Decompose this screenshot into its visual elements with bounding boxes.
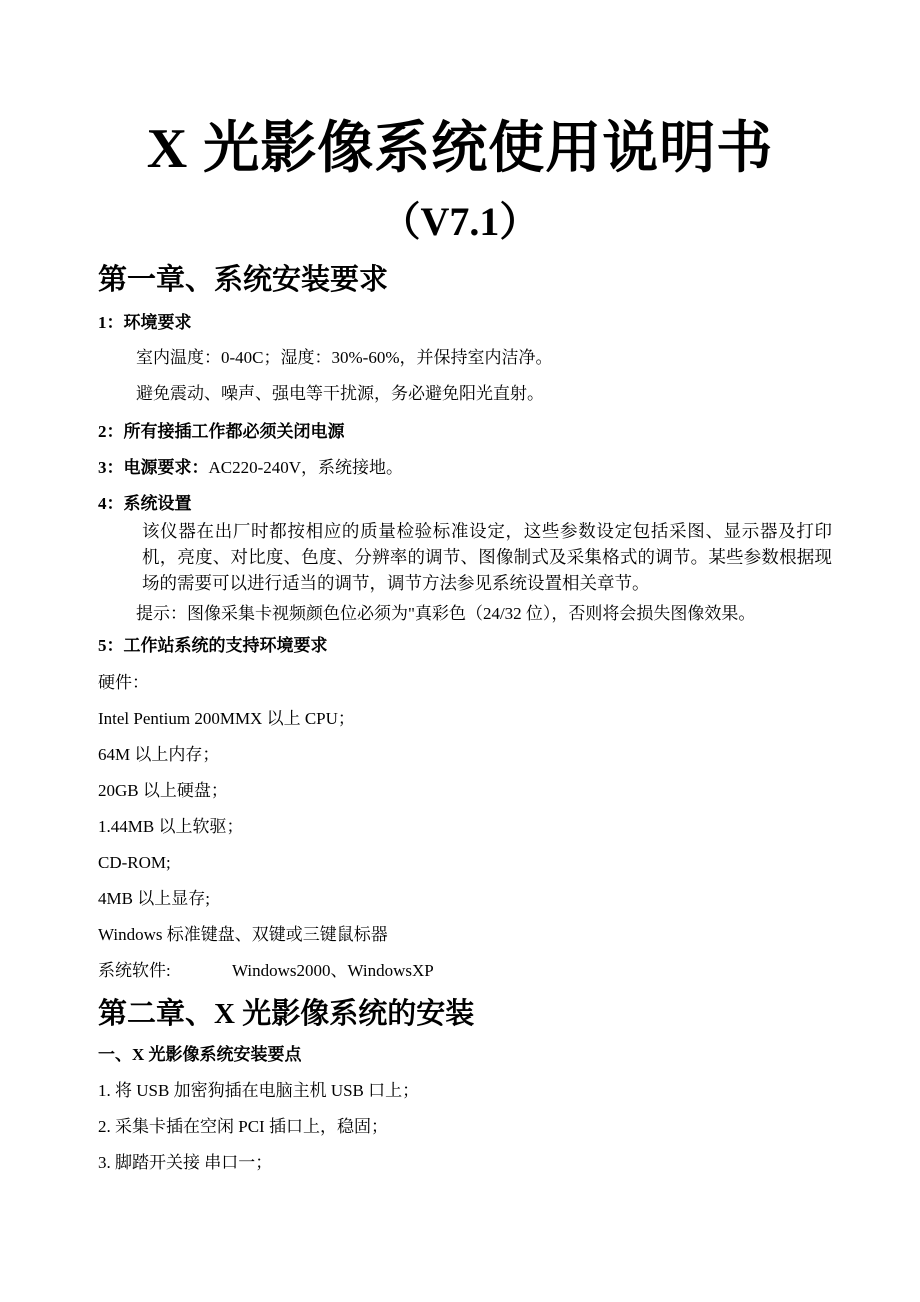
section-3-heading: 3：电源要求： (98, 458, 209, 477)
env-line-1: 室内温度：0-40C；湿度：30%-60%，并保持室内洁净。 (136, 348, 553, 367)
install-step: 3. 脚踏开关接 串口一； (98, 1153, 273, 1172)
software-row (98, 958, 598, 984)
env-line-2: 避免震动、噪声、强电等干扰源，务必避免阳光直射。 (136, 384, 544, 403)
section-3-line (98, 455, 403, 481)
hardware-item: CD-ROM; (98, 853, 171, 872)
hardware-label: 硬件： (98, 673, 149, 692)
section-4-heading: 4：系统设置 (98, 494, 192, 513)
hardware-item: 20GB 以上硬盘； (98, 781, 228, 800)
document-title: X 光影像系统使用说明书 (146, 118, 774, 180)
software-label: 系统软件: (98, 961, 171, 980)
install-points-heading: 一、X 光影像系统安装要点 (98, 1045, 302, 1064)
settings-tip: 提示：图像采集卡视频颜色位必须为"真彩色（24/32 位），否则将会损失图像效果。 (136, 604, 756, 623)
hardware-item: 64M 以上内存； (98, 745, 220, 764)
section-3-text: AC220-240V，系统接地。 (208, 458, 404, 477)
hardware-item: Windows 标准键盘、双键或三键鼠标器 (98, 925, 388, 944)
hardware-item: 4MB 以上显存; (98, 889, 210, 908)
chapter-2-heading: 第二章、X 光影像系统的安装 (98, 998, 475, 1030)
section-5-heading: 5：工作站系统的支持环境要求 (98, 636, 328, 655)
section-2-heading: 2：所有接插工作都必须关闭电源 (98, 422, 345, 441)
hardware-item: Intel Pentium 200MMX 以上 CPU； (98, 709, 355, 728)
chapter-1-heading: 第一章、系统安装要求 (98, 264, 389, 296)
hardware-item: 1.44MB 以上软驱； (98, 817, 244, 836)
install-step: 2. 采集卡插在空闲 PCI 插口上，稳固； (98, 1117, 388, 1136)
section-1-heading: 1：环境要求 (98, 313, 192, 332)
software-value: Windows2000、WindowsXP (232, 961, 434, 980)
document-version: （V7.1） (380, 199, 540, 244)
system-settings-paragraph: 该仪器在出厂时都按相应的质量检验标准设定，这些参数设定包括采图、显示器及打印机，亮度、对比度、色度、分辨率的调节、图像制式及采集格式的调节。某些参数根据现场的需要可以进行适当的调节，调节方法参见系统设置相关章节。 (142, 521, 832, 593)
install-step: 1. 将 USB 加密狗插在电脑主机 USB 口上； (98, 1081, 420, 1100)
